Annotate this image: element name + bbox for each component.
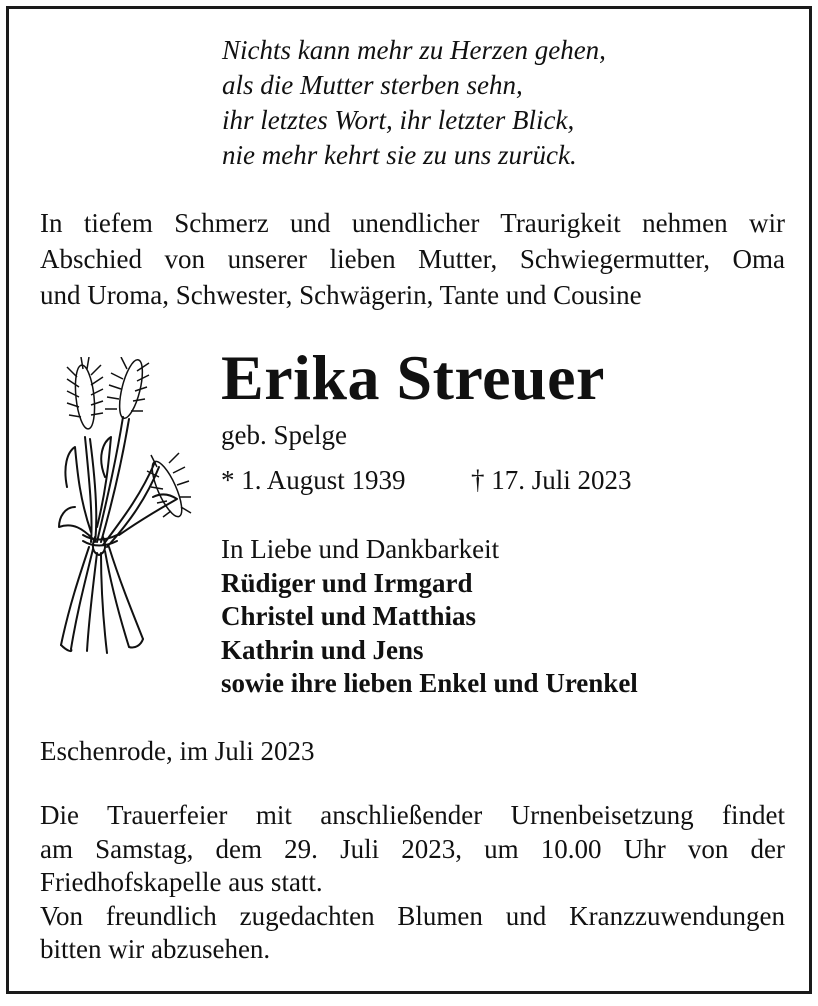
obituary-notice [6,6,812,994]
deceased-name: Erika Streuer [221,342,605,413]
service-line: Die Trauerfeier mit anschließender Urnenbeisetzung findet [40,800,785,830]
service-line: am Samstag, dem 29. Juli 2023, um 10.00 Uhr von der [40,833,785,864]
mourner-family: Christel und Matthias [221,601,477,631]
intro-line: Abschied von unserer lieben Mutter, Schwiegermutter, Oma [40,244,785,274]
mourner-family: Kathrin und Jens [221,634,424,665]
poem [222,33,606,173]
poem-line: ihr letztes Wort, ihr letzter Blick, [222,105,575,135]
wheat-sheaf-icon [45,357,195,657]
signoff-greeting: In Liebe und Dankbarkeit [221,534,500,564]
service-line: Von freundlich zugedachten Blumen und Kranzzuwendungen [40,900,785,931]
mourners-signoff [221,533,638,701]
intro-line: und Uroma, Schwester, Schwägerin, Tante und Cousine [40,280,642,310]
intro-paragraph [40,205,785,313]
poem-line: nie mehr kehrt sie zu uns zurück. [222,140,577,170]
mourner-family: Rüdiger und Irmgard [221,567,473,598]
service-line: Friedhofskapelle aus statt. [40,867,323,897]
birth-date: * 1. August 1939 [221,465,406,495]
mourner-family: sowie ihre lieben Enkel und Urenkel [221,668,638,698]
intro-line: In tiefem Schmerz und unendlicher Traurigkeit nehmen wir [40,208,785,238]
death-date: † 17. Juli 2023 [471,465,632,495]
funeral-service-info [40,799,785,967]
birth-name: geb. Spelge [221,420,347,450]
place-and-date: Eschenrode, im Juli 2023 [40,736,315,766]
poem-line: Nichts kann mehr zu Herzen gehen, [222,35,606,65]
poem-line: als die Mutter sterben sehn, [222,70,523,100]
service-line: bitten wir abzusehen. [40,934,271,964]
